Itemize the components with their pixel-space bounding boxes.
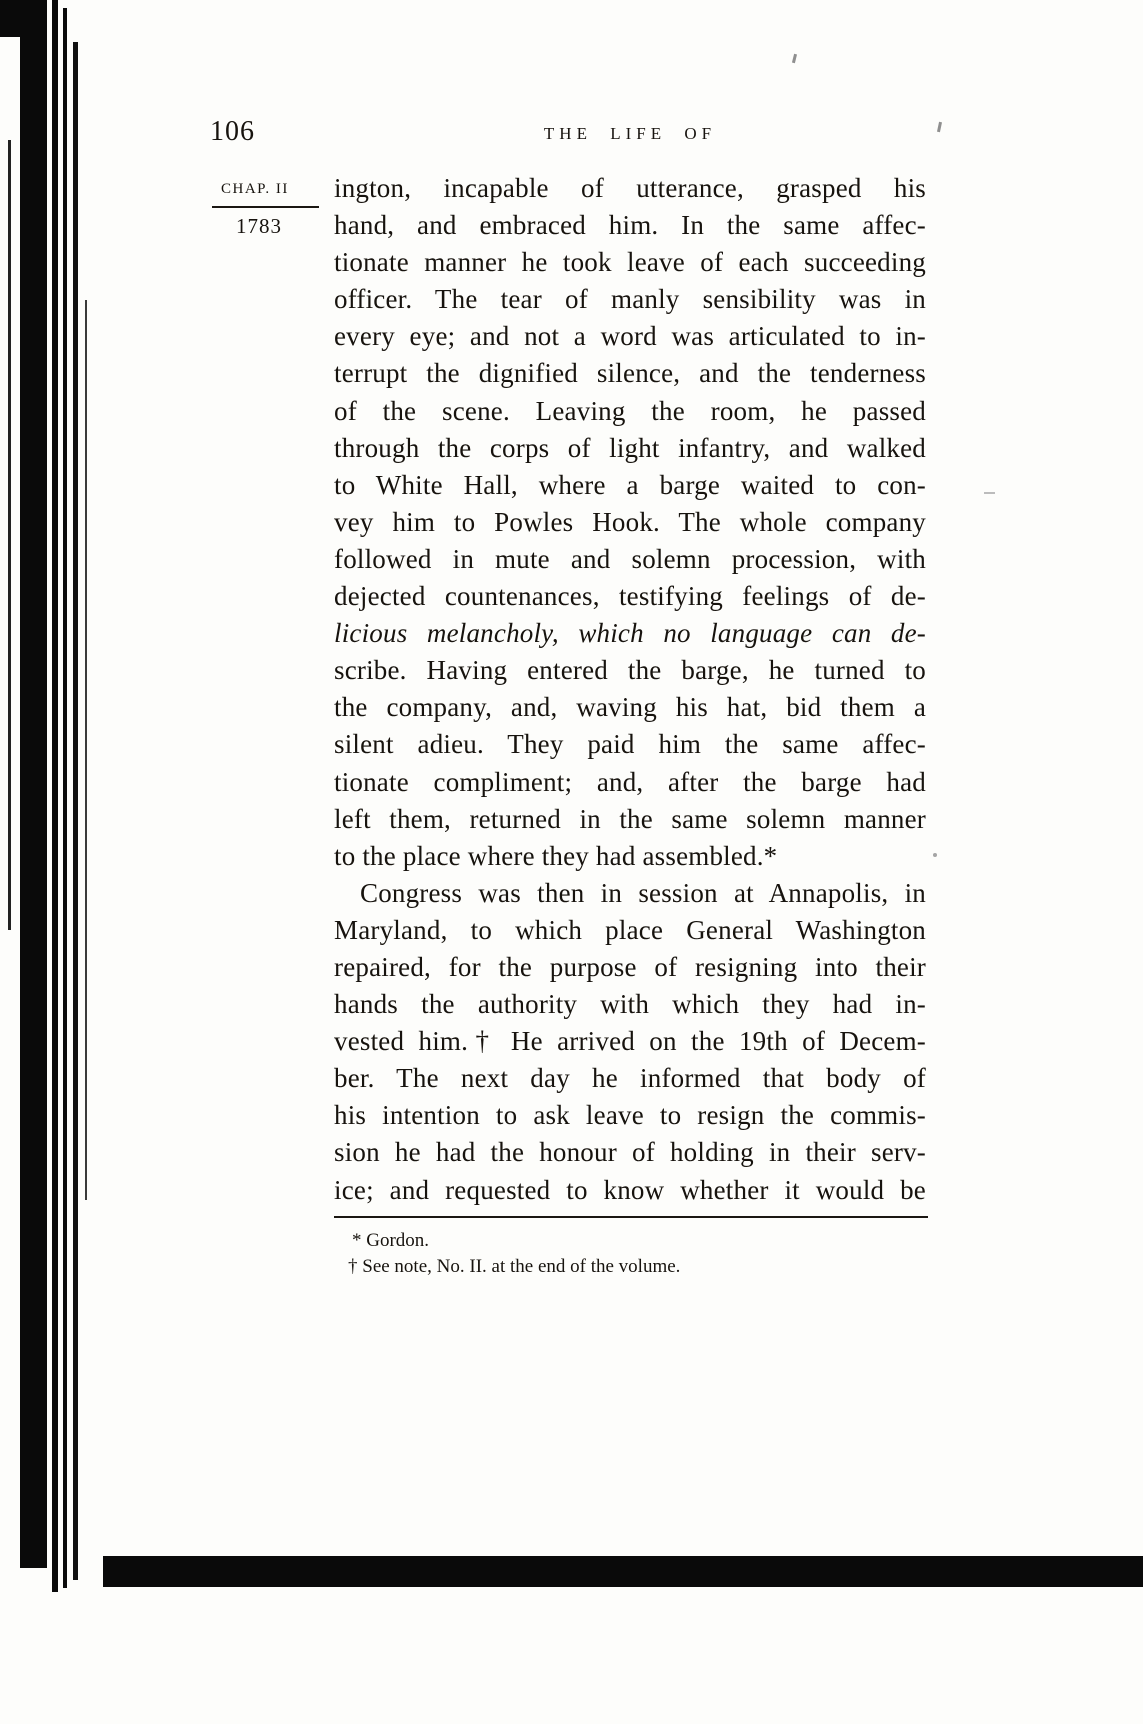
text-line: left them, returned in the same solemn manner: [334, 803, 926, 834]
binding-streak: [73, 42, 78, 1580]
text-line: his intention to ask leave to resign the commis-: [334, 1100, 926, 1131]
scan-speck: [984, 492, 995, 494]
footnote: * Gordon.: [352, 1230, 430, 1251]
text-line: repaired, for the purpose of resigning into their: [334, 951, 926, 982]
text-line: licious melancholy, which no language can de-: [334, 618, 926, 649]
text-line: to White Hall, where a barge waited to con-: [334, 469, 926, 500]
text-line: every eye; and not a word was articulated to in-: [334, 321, 926, 352]
binding-streak: [20, 0, 47, 1568]
text-line: Congress was then in session at Annapolis, in: [360, 877, 926, 908]
running-head: THE LIFE OF: [543, 124, 717, 143]
text-line: the company, and, waving his hat, bid them a: [334, 692, 926, 723]
scan-speck: [792, 54, 797, 63]
footnote-rule: [334, 1216, 928, 1218]
text-line: followed in mute and solemn procession, with: [334, 543, 926, 574]
text-line: terrupt the dignified silence, and the tenderness: [334, 358, 926, 389]
text-line: ber. The next day he informed that body of: [334, 1063, 926, 1094]
chapter-label: CHAP. II: [221, 181, 289, 197]
text-line: silent adieu. They paid him the same affec-: [334, 729, 926, 760]
text-line: through the corps of light infantry, and walked: [334, 432, 926, 463]
text-line: tionate compliment; and, after the barge had: [334, 766, 926, 797]
scan-speck: [937, 122, 942, 132]
chapter-rule: [212, 206, 319, 208]
text-line: hands the authority with which they had in-: [334, 989, 926, 1020]
body-text: [334, 170, 926, 1209]
footnote: † See note, No. II. at the end of the volume.: [348, 1256, 681, 1277]
scan-edge-bottom: [103, 1556, 1143, 1587]
text-line: scribe. Having entered the barge, he turned to: [334, 655, 926, 686]
binding-streak: [8, 140, 11, 930]
text-line: to the place where they had assembled.*: [334, 840, 778, 871]
page-number: 106: [210, 116, 255, 147]
text-line: dejected countenances, testifying feelings of de-: [334, 581, 926, 612]
text-line: hand, and embraced him. In the same affec-: [334, 210, 926, 241]
text-line: ington, incapable of utterance, grasped his: [334, 173, 926, 203]
text-line: sion he had the honour of holding in their serv-: [334, 1137, 926, 1168]
text-line: ice; and requested to know whether it would be: [334, 1174, 926, 1205]
binding-streak: [85, 300, 87, 1200]
text-line: vey him to Powles Hook. The whole company: [334, 506, 926, 537]
binding-streak: [52, 0, 58, 1592]
text-line: of the scene. Leaving the room, he passed: [334, 395, 926, 426]
scan-speck: [933, 853, 937, 857]
year-label: 1783: [236, 214, 282, 238]
text-line: officer. The tear of manly sensibility was in: [334, 284, 926, 315]
text-line: Maryland, to which place General Washington: [334, 914, 926, 945]
text-line: vested him.† He arrived on the 19th of Decem-: [334, 1026, 926, 1057]
text-line: tionate manner he took leave of each succeeding: [334, 247, 926, 278]
binding-streak: [63, 8, 67, 1588]
